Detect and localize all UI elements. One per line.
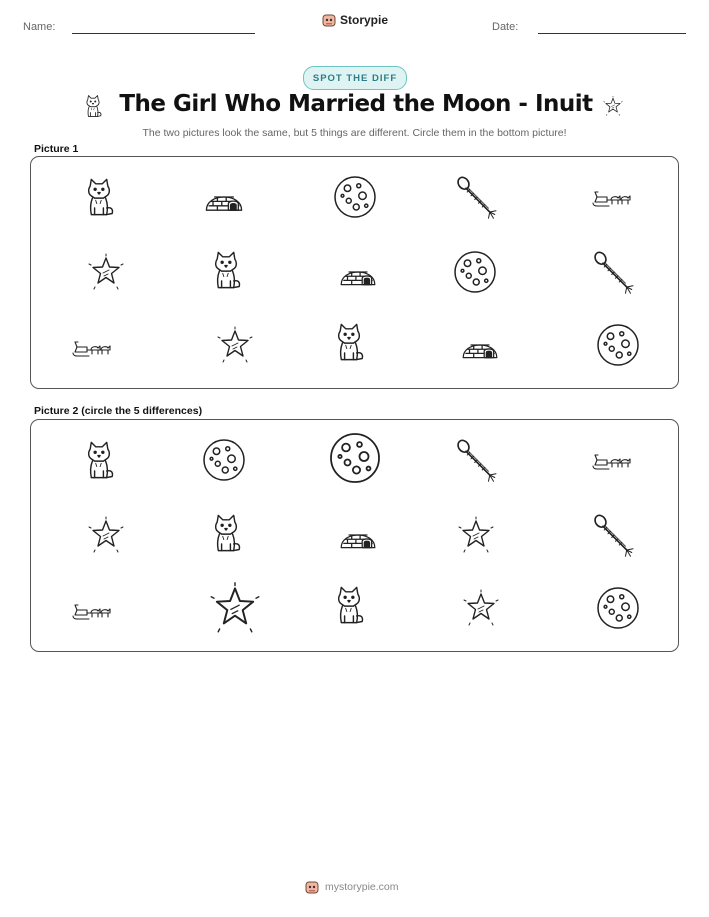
p1-cell-rope[interactable]: [583, 242, 643, 302]
dog-icon: [204, 507, 248, 559]
picture-1-label: Picture 1: [34, 143, 79, 155]
footer: [305, 880, 399, 894]
p1-cell-moon[interactable]: [325, 167, 385, 227]
p1-cell-igloo[interactable]: [194, 167, 254, 227]
instruction-text: The two pictures look the same, but 5 things are different. Circle them in the bottom picture!: [142, 127, 567, 139]
rope-icon: [451, 435, 501, 485]
igloo-icon: [199, 175, 249, 219]
star-icon: [461, 588, 501, 628]
p2-cell-rope[interactable]: [583, 505, 643, 565]
moon-icon: [593, 320, 643, 370]
star-icon: [207, 580, 263, 636]
star-icon: [86, 515, 126, 555]
p2-cell-moon[interactable]: [194, 430, 254, 490]
p2-cell-dog[interactable]: [196, 503, 256, 563]
spot-the-diff-badge: SPOT THE DIFF: [303, 66, 407, 90]
rope-icon: [588, 247, 638, 297]
sled-icon: [585, 177, 637, 217]
moon-icon: [593, 583, 643, 633]
igloo-icon: [334, 251, 382, 293]
p1-cell-moon[interactable]: [588, 315, 648, 375]
brand-name: Storypie: [340, 13, 389, 27]
p2-cell-star[interactable]: [446, 505, 506, 565]
name-label: Name:: [23, 21, 56, 33]
date-line[interactable]: [538, 33, 686, 34]
moon-icon: [450, 247, 500, 297]
dog-icon: [204, 244, 248, 296]
dog-icon: [77, 171, 121, 223]
picture-1-panel[interactable]: [30, 156, 679, 389]
p2-cell-dog[interactable]: [319, 575, 379, 635]
moon-icon: [325, 424, 385, 492]
p1-cell-star[interactable]: [205, 315, 265, 375]
star-icon: [456, 515, 496, 555]
mascot-icon: [322, 13, 336, 27]
p2-cell-sled[interactable]: [61, 580, 121, 640]
p2-cell-moon[interactable]: [588, 578, 648, 638]
p1-cell-dog[interactable]: [196, 240, 256, 300]
p1-cell-igloo[interactable]: [328, 242, 388, 302]
moon-icon: [199, 435, 249, 485]
rope-icon: [451, 172, 501, 222]
p1-cell-moon[interactable]: [445, 242, 505, 302]
p2-cell-igloo[interactable]: [328, 505, 388, 565]
p2-cell-star-large[interactable]: [205, 578, 265, 638]
moon-icon: [330, 172, 380, 222]
p1-cell-igloo[interactable]: [450, 315, 510, 375]
p1-cell-dog[interactable]: [69, 167, 129, 227]
p2-cell-rope[interactable]: [446, 430, 506, 490]
p2-cell-moon-large[interactable]: [325, 428, 385, 488]
star-icon: [86, 252, 126, 292]
picture-2-panel[interactable]: [30, 419, 679, 652]
date-label: Date:: [492, 21, 519, 33]
igloo-icon: [456, 324, 504, 366]
p1-cell-dog[interactable]: [319, 312, 379, 372]
title-star-icon: [602, 95, 624, 122]
p1-cell-sled[interactable]: [61, 317, 121, 377]
picture-2-label: Picture 2 (circle the 5 differences): [34, 405, 203, 417]
star-icon: [215, 325, 255, 365]
igloo-icon: [334, 514, 382, 556]
mascot-icon: [305, 880, 319, 894]
page-title: The Girl Who Married the Moon - Inuit: [119, 91, 593, 117]
footer-site-link[interactable]: mystorypie.com: [325, 881, 399, 893]
p2-cell-dog[interactable]: [69, 430, 129, 490]
title-dog-icon: [80, 90, 106, 127]
p1-cell-star[interactable]: [76, 242, 136, 302]
p2-cell-star[interactable]: [451, 578, 511, 638]
sled-icon: [65, 590, 117, 630]
sled-icon: [65, 327, 117, 367]
sled-icon: [585, 440, 637, 480]
p1-cell-sled[interactable]: [581, 167, 641, 227]
p1-cell-rope[interactable]: [446, 167, 506, 227]
p2-cell-sled[interactable]: [581, 430, 641, 490]
dog-icon: [327, 316, 371, 368]
p2-cell-star[interactable]: [76, 505, 136, 565]
brand-logo: [322, 13, 388, 27]
name-line[interactable]: [72, 33, 255, 34]
dog-icon: [77, 434, 121, 486]
rope-icon: [588, 510, 638, 560]
dog-icon: [327, 579, 371, 631]
